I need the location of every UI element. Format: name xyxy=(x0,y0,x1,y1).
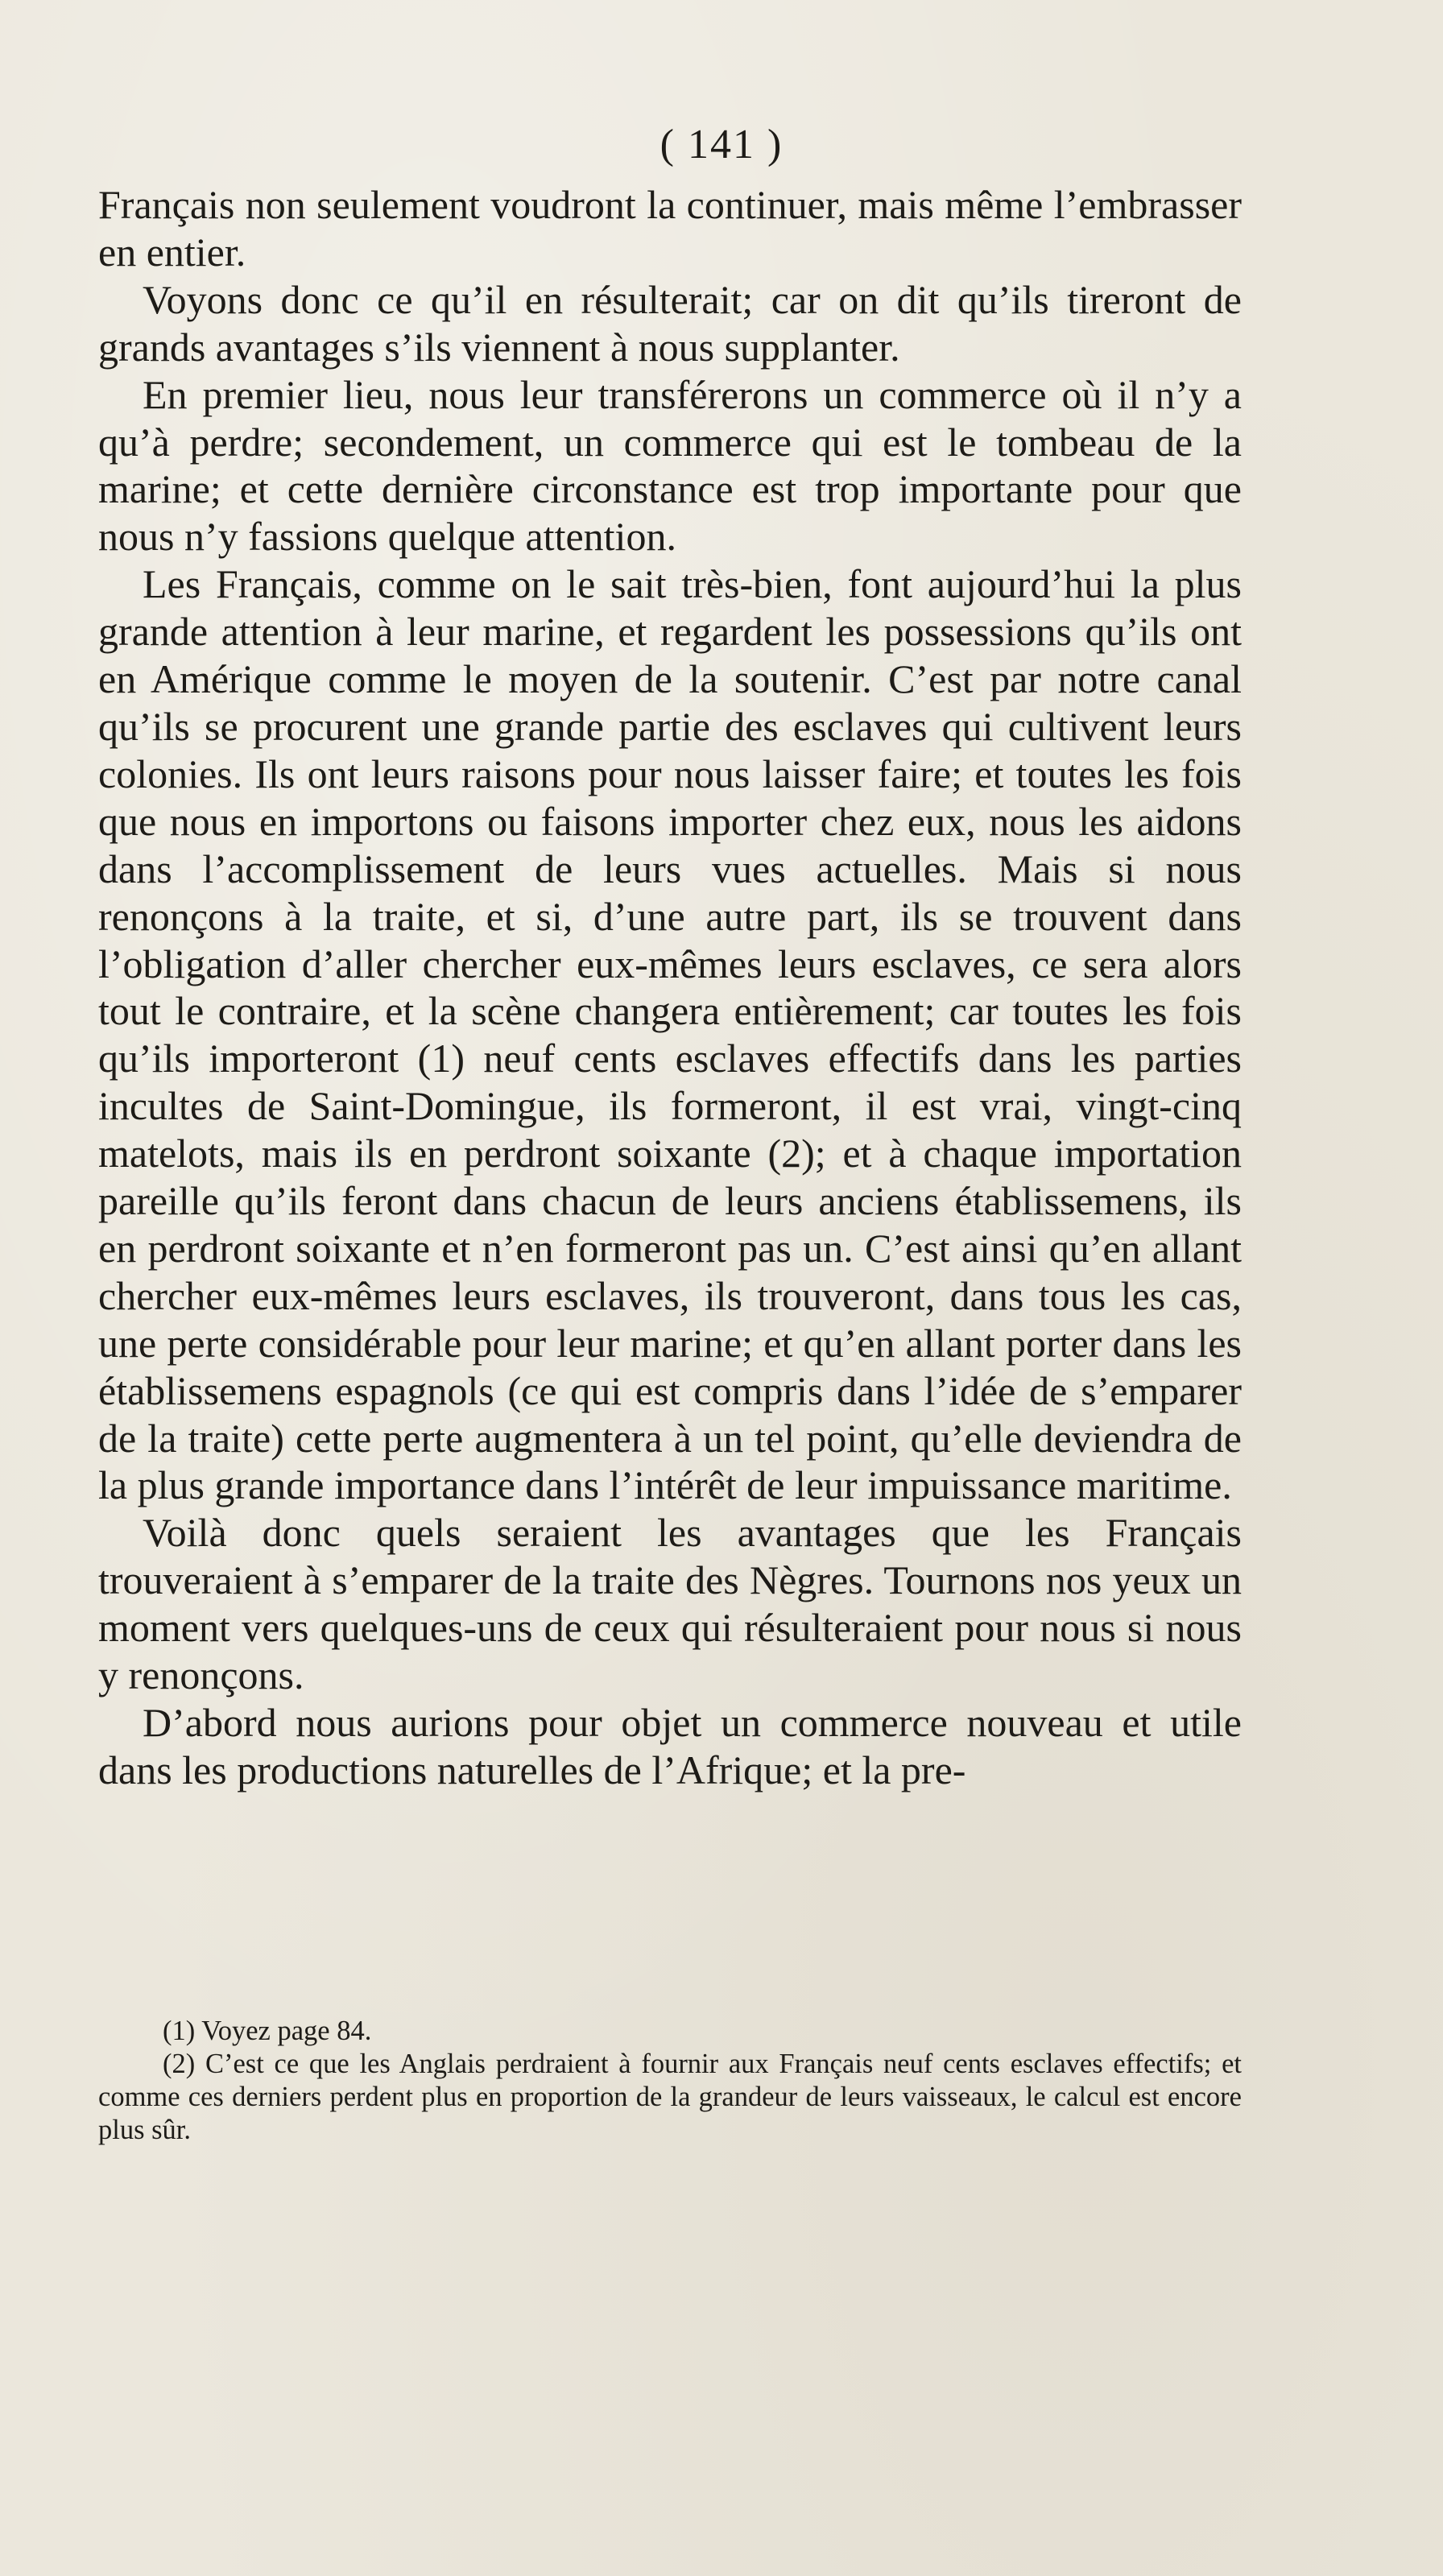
main-text xyxy=(98,181,1242,1794)
paragraph: D’abord nous aurions pour objet un commerce nouveau et utile dans les productions naturelles de l’Afrique; et la pre- xyxy=(98,1700,1242,1792)
footnote-number: (2) xyxy=(163,2049,196,2079)
paragraph: Voilà donc quels seraient les avantages que les Français trouveraient à s’emparer de la traite des Nègres. Tournons nos yeux un moment vers quelques-uns de ceux qui résulteraient pour nous si nous y renonçons. xyxy=(98,1510,1242,1698)
footnote-text: C’est ce que les Anglais perdraient à fournir aux Français neuf cents esclaves effectifs; et comme ces derniers perdent plus en proportion de la grandeur de leurs vaisseaux, le calcul est encore plus sûr. xyxy=(98,2049,1242,2145)
page-number-heading: ( 141 ) xyxy=(659,122,784,167)
paragraph: Les Français, comme on le sait très-bien, font aujourd’hui la plus grande attention à leur marine, et regardent les possessions qu’ils ont en Amérique comme le moyen de la soutenir. C’est par notre canal qu’ils se procurent une grande partie des esclaves qui cultivent leurs colonies. Ils ont leurs raisons pour nous laisser faire; et toutes les fois que nous en importons ou faisons importer chez eux, nous les aidons dans l’accomplissement de leurs vues actuelles. Mais si nous renonçons à la traite, et si, d’une autre part, ils se trouvent dans l’obligation d’aller chercher eux-mêmes leurs esclaves, ce sera alors tout le contraire, et la scène changera entièrement; car toutes les fois qu’ils importeront (1) neuf cents esclaves effectifs dans les parties incultes de Saint-Domingue, ils formeront, il est vrai, vingt-cinq matelots, mais ils en perdront soixante (2); et à chaque importation pareille qu’ils feront dans chacun de leurs anciens établissemens, ils en perdront soixante et n’en formeront pas un. C’est ainsi qu’en allant chercher eux-mêmes leurs esclaves, ils trouveront, dans tous les cas, une perte considérable pour leur marine; et qu’en allant porter dans les établissemens espagnols (ce qui est compris dans l’idée de s’emparer de la traite) cette perte augmentera à un tel point, qu’elle deviendra de la plus grande importance dans l’intérêt de leur impuissance maritime. xyxy=(98,561,1242,1508)
footnote xyxy=(98,2015,1242,2048)
paragraph-continuation: Français non seulement voudront la continuer, mais même l’embrasser en entier. xyxy=(98,182,1242,275)
paragraph: En premier lieu, nous leur transférerons un commerce où il n’y a qu’à perdre; secondement, un commerce qui est le tombeau de la marine; et cette dernière circonstance est trop importante pour que nous n’y fassions quelque attention. xyxy=(98,371,1242,560)
footnote-number: (1) xyxy=(163,2016,196,2046)
paragraph: Voyons donc ce qu’il en résulterait; car on dit qu’ils tireront de grands avantages s’ils viennent à nous supplanter. xyxy=(98,276,1242,370)
footnote xyxy=(98,2048,1242,2147)
footnote-text: Voyez page 84. xyxy=(201,2016,372,2046)
footnotes xyxy=(98,2015,1242,2147)
